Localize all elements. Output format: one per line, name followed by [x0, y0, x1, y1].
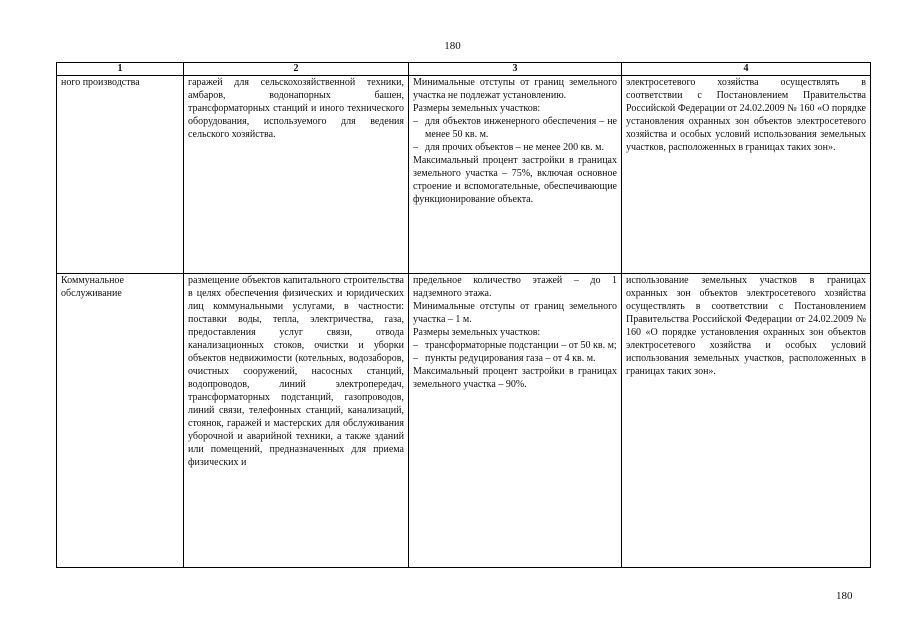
dash-marker: –	[413, 116, 418, 127]
use-type-text: Коммунальное обслуживание	[61, 275, 124, 299]
floors-text: предельное количество этажей – до 1 надземного этажа.	[413, 275, 617, 299]
restrictions-text: использование земельных участков в границах охранных зон объектов электросетевого хозяйства осуществлять в соответствии с Постановлением Правительства Российской Федерации от 24.02.2009 № 160 «О порядке установления охранных зон объектов электросетевого хозяйства и особых условий использования земельных участков, расположенных в границах таких зон».	[626, 275, 866, 377]
sizes-title: Размеры земельных участков:	[413, 103, 541, 114]
list-item-text: трансформаторные подстанции – от 50 кв. м;	[425, 340, 617, 351]
table-row	[57, 274, 871, 568]
column-header-1: 1	[57, 63, 184, 76]
list-item	[413, 339, 617, 352]
column-header-4: 4	[622, 63, 871, 76]
list-item	[413, 115, 617, 141]
column-header-3: 3	[409, 63, 622, 76]
list-item-text: для прочих объектов – не менее 200 кв. м.	[425, 142, 604, 153]
page-number-top: 180	[444, 40, 461, 52]
build-percent-text: Максимальный процент застройки в границах земельного участка – 90%.	[413, 366, 617, 390]
dash-marker: –	[413, 353, 418, 364]
offsets-text: Минимальные отступы от границ земельного участка не подлежат установлению.	[413, 77, 617, 101]
sizes-title: Размеры земельных участков:	[413, 327, 541, 338]
restrictions-text: электросетевого хозяйства осуществлять в соответствии с Постановлением Правительства Российской Федерации от 24.02.2009 № 160 «О порядке установления охранных зон объектов электросетевого хозяйства и особых условий использования земельных участков, расположенных в границах таких зон».	[626, 77, 866, 153]
cell-use-description	[184, 76, 409, 274]
list-item-text: для объектов инженерного обеспечения – не менее 50 кв. м.	[425, 116, 617, 140]
cell-use-description	[184, 274, 409, 568]
dash-marker: –	[413, 142, 418, 153]
use-type-text: ного производства	[61, 77, 140, 88]
offsets-text: Минимальные отступы от границ земельного участка – 1 м.	[413, 301, 617, 325]
cell-use-type	[57, 274, 184, 568]
use-description-text: гаражей для сельскохозяйственной техники, амбаров, водонапорных башен, трансформаторных станций и иного технического оборудования, используемого для ведения сельского хозяйства.	[188, 77, 404, 140]
build-percent-text: Максимальный процент застройки в границах земельного участка – 75%, включая основное строение и вспомогательные, обеспечивающие функционирование объекта.	[413, 155, 617, 205]
use-description-text: размещение объектов капитального строительства в целях обеспечения физических и юридических лиц коммунальными услугами, в частности: поставки воды, тепла, электричества, газа, предоставления услуг связи, отвода канализационных стоков, очистки и уборки объектов недвижимости (котельных, водозаборов, очистных сооружений, насосных станций, водопроводов, линий электропередач, трансформаторных подстанций, газопроводов, линий связи, телефонных станций, канализаций, стоянок, гаражей и мастерских для обслуживания уборочной и аварийной техники, а также зданий или помещений, предназначенных для приема физических и	[188, 275, 404, 468]
cell-restrictions	[622, 274, 871, 568]
column-header-2: 2	[184, 63, 409, 76]
cell-parameters	[409, 76, 622, 274]
list-item-text: пункты редуцирования газа – от 4 кв. м.	[425, 353, 596, 364]
regulation-table	[56, 62, 871, 568]
dash-marker: –	[413, 340, 418, 351]
list-item	[413, 352, 617, 365]
cell-restrictions	[622, 76, 871, 274]
table-row	[57, 76, 871, 274]
cell-parameters	[409, 274, 622, 568]
table-header-row	[57, 63, 871, 76]
cell-use-type	[57, 76, 184, 274]
list-item	[413, 141, 617, 154]
page-number-bottom: 180	[836, 590, 853, 602]
